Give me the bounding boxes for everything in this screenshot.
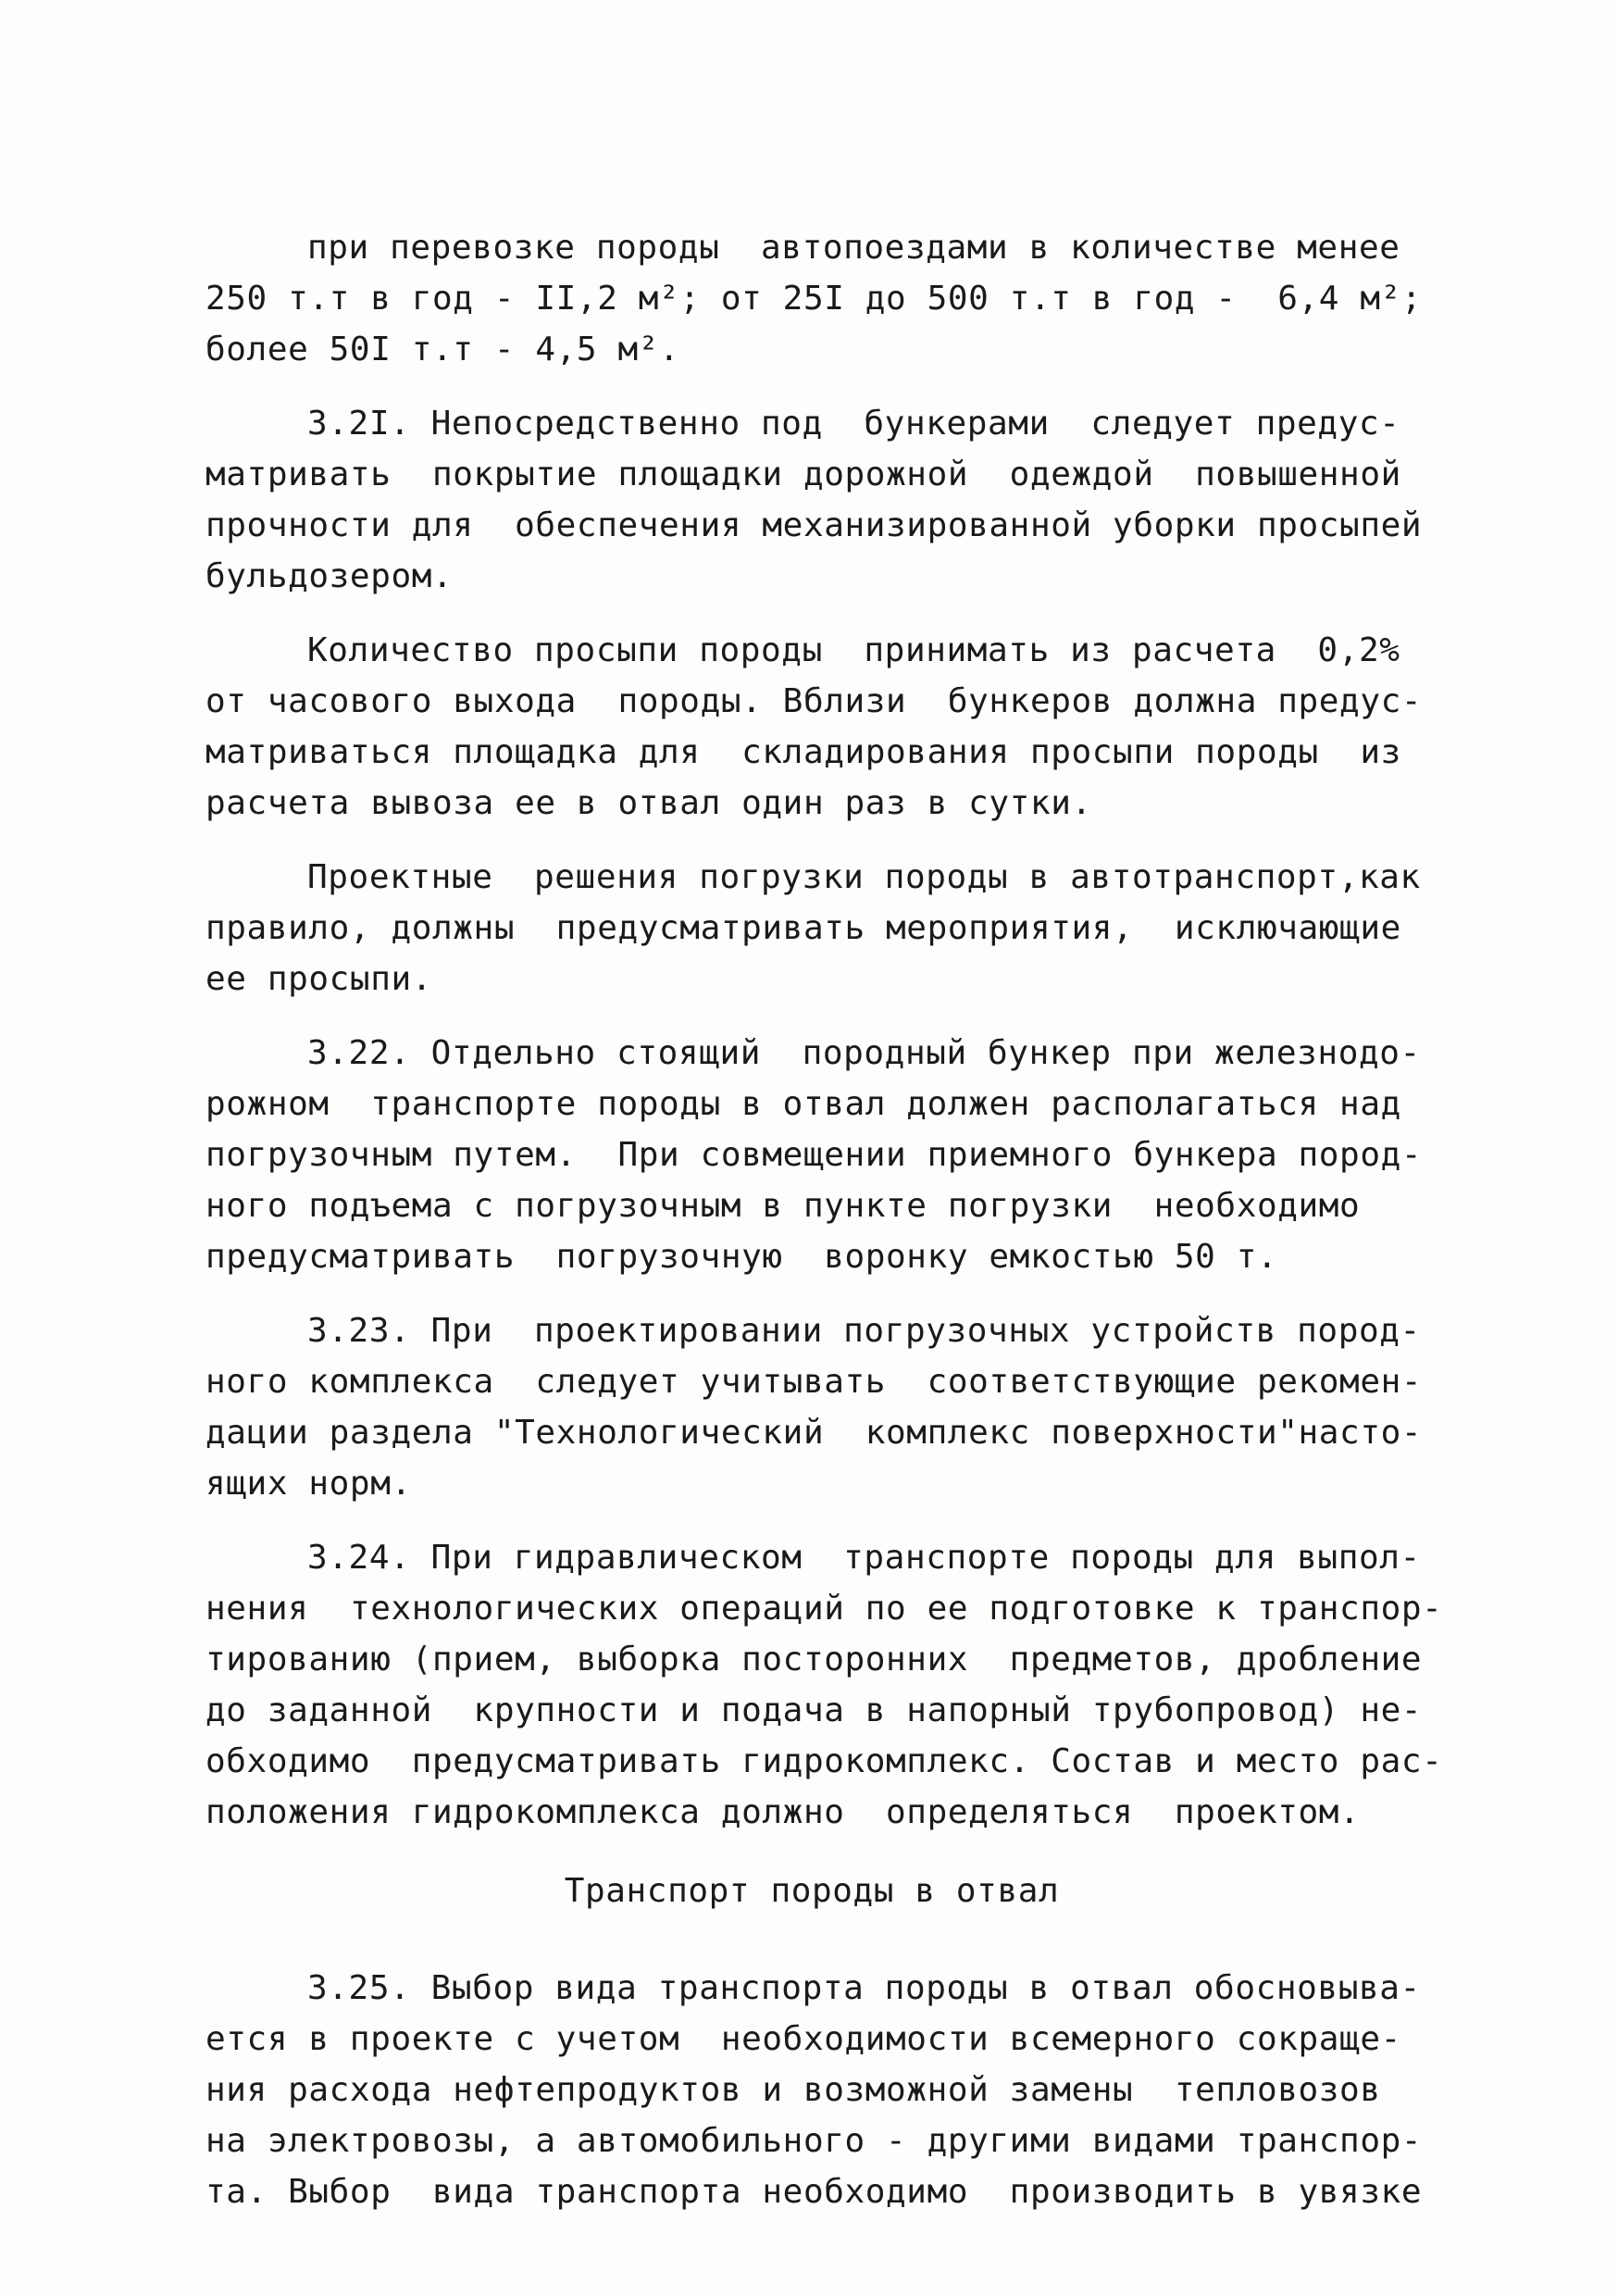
paragraph-continuation [205,222,1423,375]
paragraph-3-25 [205,1963,1423,2217]
text-line: обходимо предусматривать гидрокомплекс. Состав и место рас- [205,1742,1443,1780]
text-line: до заданной крупности и подача в напорный трубопровод) не- [205,1691,1423,1729]
text-line: от часового выхода породы. Вблизи бункеров должна предус- [205,682,1423,720]
text-line: правило, должны предусматривать мероприятия, исключающие [205,909,1401,947]
text-line: та. Выбор вида транспорта необходимо производить в увязке [205,2173,1423,2211]
text-line: Проектные решения погрузки породы в автотранспорт,как [307,858,1421,896]
text-line: погрузочным путем. При совмещении приемного бункера пород- [205,1136,1423,1174]
text-line: ее просыпи. [205,960,433,998]
text-line: рожном транспорте породы в отвал должен располагаться над [205,1085,1401,1123]
text-line: при перевозке породы автопоездами в количестве менее [307,229,1400,267]
text-line: 250 т.т в год - II,2 м²; от 25I до 500 т.т в год - 6,4 м²; [205,280,1423,318]
paragraph-3-24 [205,1532,1443,1838]
text-line: ящих норм. [205,1465,412,1503]
text-line: 3.25. Выбор вида транспорта породы в отвал обосновыва- [307,1969,1421,2007]
text-line: более 50I т.т - 4,5 м². [205,331,680,368]
text-line: бульдозером. [205,557,454,595]
text-line: ного комплекса следует учитывать соответствующие рекомен- [205,1363,1423,1401]
text-line: предусматривать погрузочную воронку емкостью 50 т. [205,1238,1278,1276]
paragraph-spill-amount [205,625,1423,829]
text-line: 3.2I. Непосредственно под бункерами следует предус- [307,405,1400,443]
text-line: нения технологических операций по ее подготовке к транспор- [205,1590,1443,1628]
text-line: положения гидрокомплекса должно определяться проектом. [205,1793,1361,1831]
paragraph-3-21 [205,398,1423,602]
text-line: дации раздела "Технологический комплекс поверхности"насто- [205,1414,1423,1452]
text-line: прочности для обеспечения механизированной уборки просыпей [205,506,1423,544]
text-line: ния расхода нефтепродуктов и возможной замены тепловозов [205,2071,1381,2109]
document-body [205,222,1443,2240]
paragraph-3-22 [205,1028,1423,1282]
text-line: на электровозы, а автомобильного - другими видами транспор- [205,2122,1423,2160]
text-line: ного подъема с погрузочным в пункте погрузки необходимо [205,1187,1361,1225]
text-line: матривать покрытие площадки дорожной одеждой повышенной [205,455,1401,493]
text-line: матриваться площадка для складирования просыпи породы из [205,733,1401,771]
text-line: 3.24. При гидравлическом транспорте породы для выпол- [307,1539,1421,1577]
paragraph-3-23 [205,1305,1423,1509]
text-line: ется в проекте с учетом необходимости всемерного сокраще- [205,2020,1401,2058]
text-line: тированию (прием, выборка посторонних предметов, дробление [205,1641,1423,1678]
text-line: 3.22. Отдельно стоящий породный бункер при железнодо- [307,1034,1421,1072]
section-heading: Транспорт породы в отвал [564,1872,1060,1910]
text-line: 3.23. При проектировании погрузочных устройств пород- [307,1312,1421,1350]
text-line: расчета вывоза ее в отвал один раз в сутки. [205,784,1092,822]
text-line: Количество просыпи породы принимать из расчета 0,2% [307,631,1400,669]
paragraph-design-solutions [205,852,1421,1004]
